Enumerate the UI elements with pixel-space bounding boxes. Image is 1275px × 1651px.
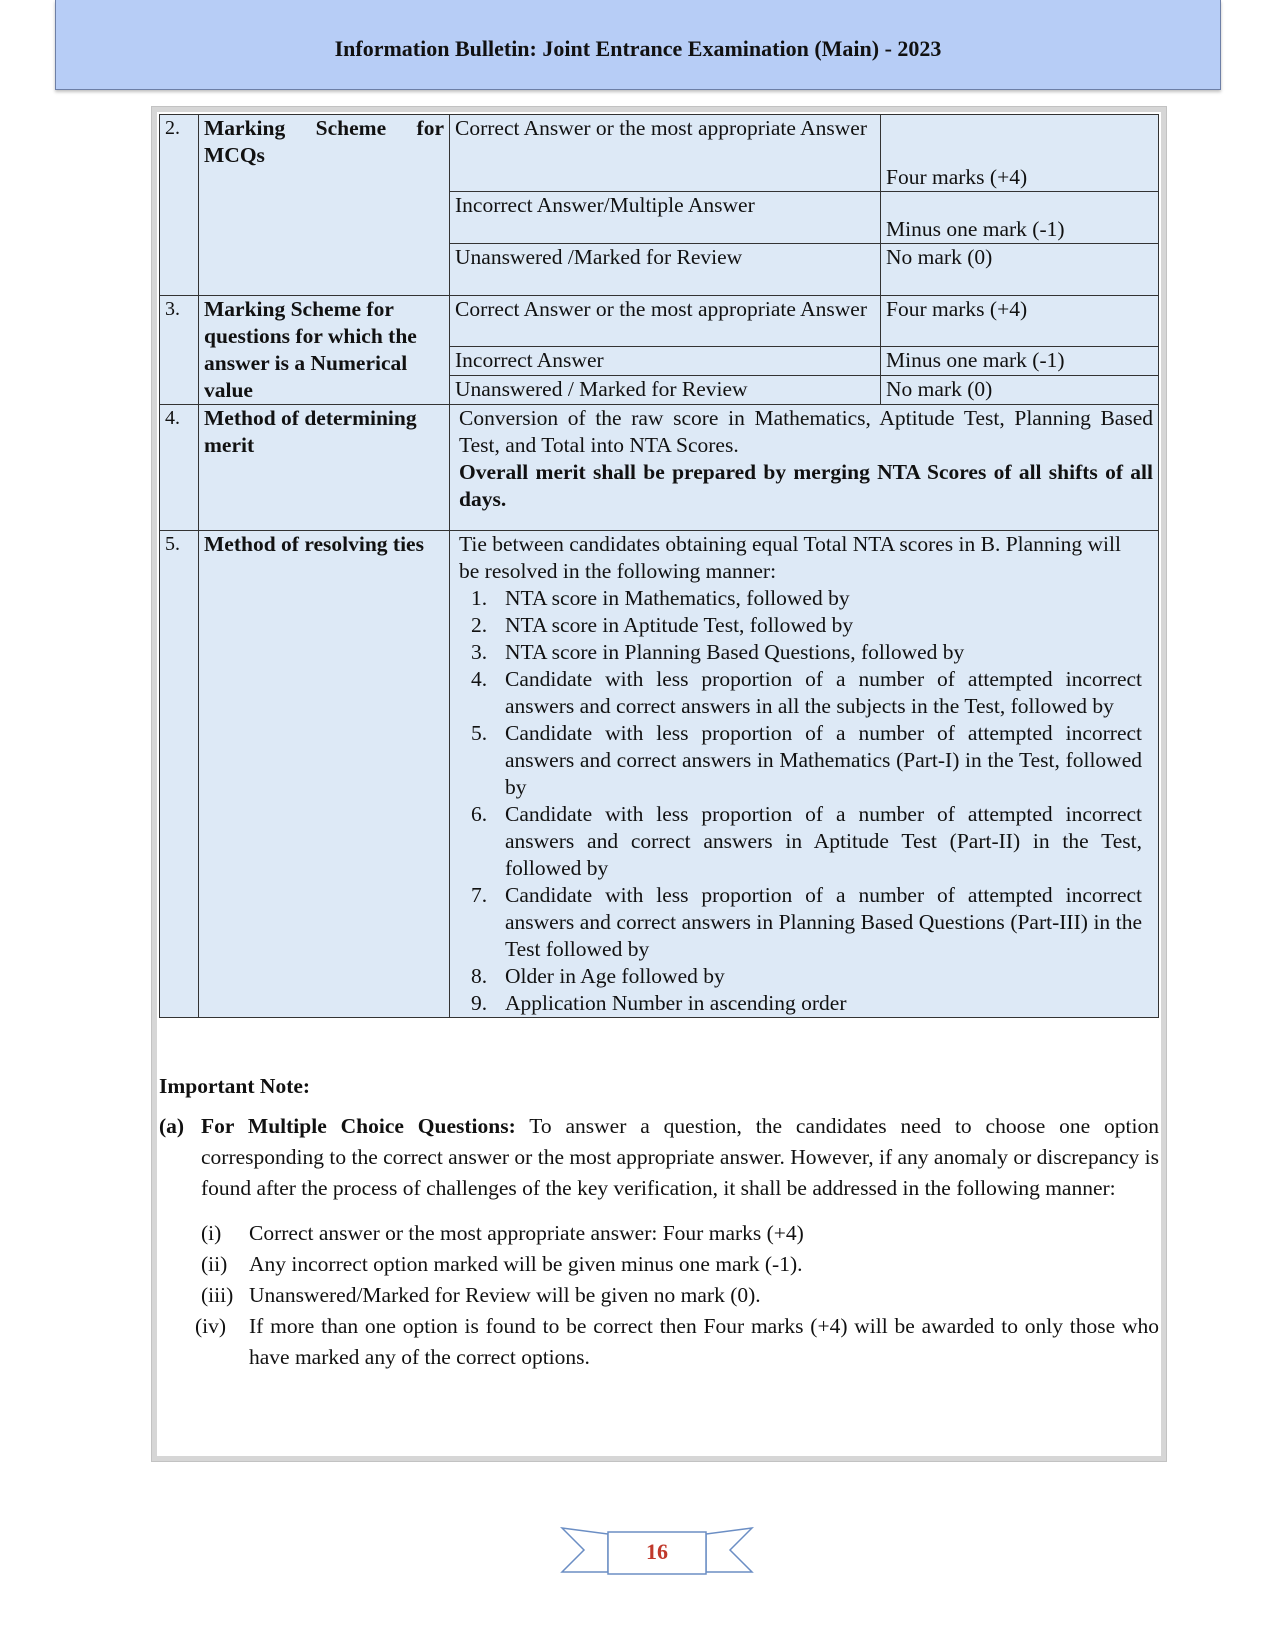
condition-cell: Incorrect Answer/Multiple Answer bbox=[450, 192, 881, 244]
row-number: 2. bbox=[160, 115, 199, 296]
row-label: Marking Scheme for questions for which the answer is a Numerical value bbox=[199, 296, 450, 405]
table-row bbox=[160, 115, 1159, 192]
condition-cell: Correct Answer or the most appropriate Answer bbox=[450, 296, 881, 347]
row-label: Marking Scheme for MCQs bbox=[199, 115, 450, 296]
merit-text: Conversion of the raw score in Mathematics, Aptitude Test, Planning Based Test, and Total into NTA Scores. bbox=[459, 406, 1153, 457]
list-item: 4. Candidate with less proportion of a number of attempted incorrect answers and correct answers in all the subjects in the Test, followed by bbox=[471, 667, 1142, 718]
bulletin-header bbox=[55, 0, 1221, 90]
marks-cell: Minus one mark (-1) bbox=[881, 192, 1159, 244]
list-item: (iv) If more than one option is found to be correct then Four marks (+4) will be awarded to only those who have marked any of the correct options. bbox=[195, 1314, 1159, 1369]
marks-cell: No mark (0) bbox=[881, 244, 1159, 296]
note-paragraph bbox=[159, 1111, 1159, 1204]
row-number: 5. bbox=[160, 531, 199, 1018]
marking-scheme-table bbox=[159, 114, 1159, 1018]
rules-list bbox=[159, 1218, 1159, 1373]
list-item: 5. Candidate with less proportion of a number of attempted incorrect answers and correct answers in Mathematics (Part-I) in the Test, followed by bbox=[471, 721, 1142, 799]
ties-list bbox=[459, 585, 1142, 1017]
note-label: (a) bbox=[159, 1114, 185, 1138]
row-number: 3. bbox=[160, 296, 199, 405]
condition-cell: Correct Answer or the most appropriate Answer bbox=[450, 115, 881, 192]
marks-cell: Four marks (+4) bbox=[881, 296, 1159, 347]
important-note bbox=[159, 1071, 1159, 1373]
list-item: 8. Older in Age followed by bbox=[471, 964, 725, 988]
list-item: 2. NTA score in Aptitude Test, followed by bbox=[471, 613, 854, 637]
list-item: 1. NTA score in Mathematics, followed by bbox=[471, 586, 850, 610]
condition-cell: Unanswered /Marked for Review bbox=[450, 244, 881, 296]
row-label: Method of resolving ties bbox=[199, 531, 450, 1018]
note-body: To answer a question, the candidates need to choose one option corresponding to the correct answer or the most appropriate answer. However, if any anomaly or discrepancy is found after the process of challenges of the key verification, it shall be addressed in the following manner: bbox=[201, 1114, 1159, 1200]
condition-cell: Incorrect Answer bbox=[450, 347, 881, 376]
list-item: 3. NTA score in Planning Based Questions, followed by bbox=[471, 640, 965, 664]
row-label: Method of determining merit bbox=[199, 405, 450, 531]
list-item: 9. Application Number in ascending order bbox=[471, 991, 847, 1015]
marks-cell: No mark (0) bbox=[881, 376, 1159, 405]
list-item: (ii) Any incorrect option marked will be given minus one mark (-1). bbox=[201, 1252, 803, 1276]
note-lead: For Multiple Choice Questions: bbox=[201, 1114, 516, 1138]
table-row bbox=[160, 531, 1159, 1018]
ties-intro: Tie between candidates obtaining equal Total NTA scores in B. Planning will be resolved in the following manner: bbox=[459, 532, 1121, 583]
description-cell bbox=[450, 531, 1159, 1018]
header-title: Information Bulletin: Joint Entrance Examination (Main) - 2023 bbox=[334, 35, 942, 61]
list-item: 7. Candidate with less proportion of a number of attempted incorrect answers and correct answers in Planning Based Questions (Part-III) in the Test followed by bbox=[471, 883, 1142, 961]
page-number: 16 bbox=[646, 1539, 668, 1564]
row-number: 4. bbox=[160, 405, 199, 531]
description-cell bbox=[450, 405, 1159, 531]
note-title: Important Note: bbox=[159, 1074, 311, 1098]
marks-cell: Four marks (+4) bbox=[881, 115, 1159, 192]
marks-cell: Minus one mark (-1) bbox=[881, 347, 1159, 376]
table-row bbox=[160, 296, 1159, 347]
list-item: 6. Candidate with less proportion of a number of attempted incorrect answers and correct answers in Aptitude Test (Part-II) in the Test, followed by bbox=[471, 802, 1142, 880]
list-item: (i) Correct answer or the most appropriate answer: Four marks (+4) bbox=[201, 1221, 804, 1245]
condition-cell: Unanswered / Marked for Review bbox=[450, 376, 881, 405]
list-item: (iii) Unanswered/Marked for Review will be given no mark (0). bbox=[201, 1283, 761, 1307]
merit-bold-text: Overall merit shall be prepared by merging NTA Scores of all shifts of all days. bbox=[459, 460, 1153, 511]
table-row bbox=[160, 405, 1159, 531]
